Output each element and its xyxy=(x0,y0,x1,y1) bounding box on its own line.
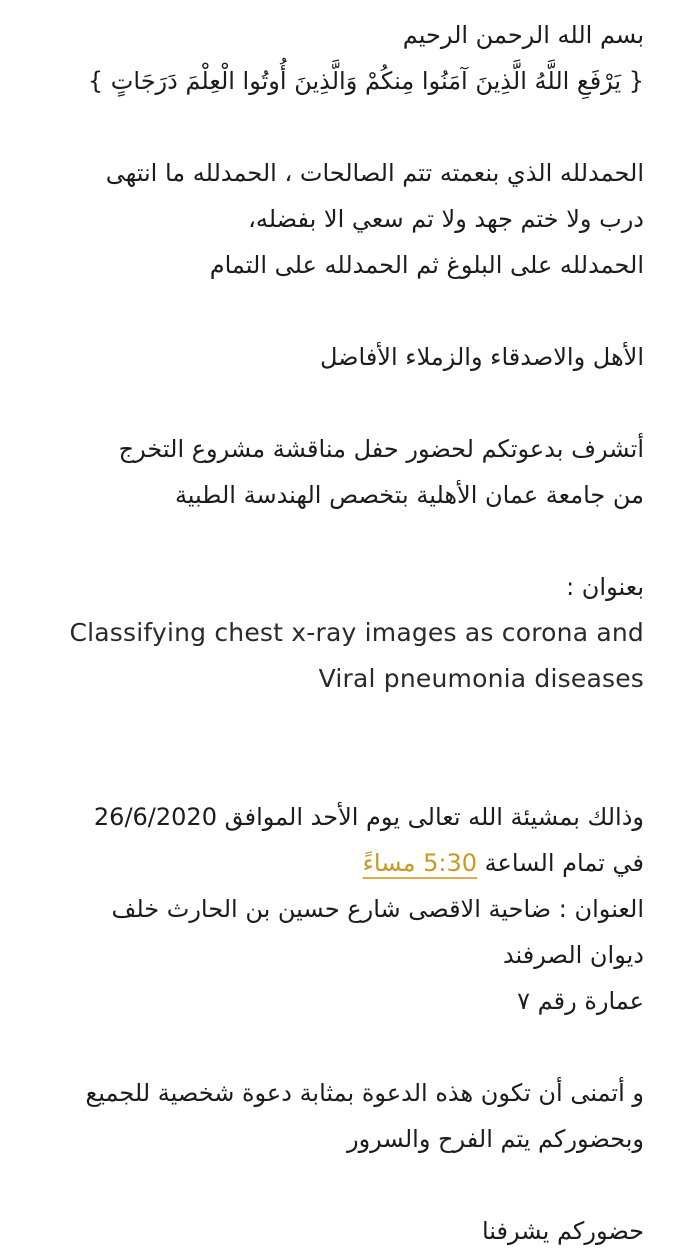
blank-line xyxy=(40,1024,644,1070)
invite-line-2: من جامعة عمان الأهلية بتخصص الهندسة الطبية xyxy=(174,481,644,509)
invite-line-1: أتشرف بدعوتكم لحضور حفل مناقشة مشروع التخرج xyxy=(118,435,644,463)
closing-line-2: وبحضوركم يتم الفرح والسرور xyxy=(347,1125,644,1153)
address-line-1: العنوان : ضاحية الاقصى شارع حسين بن الحارث خلف xyxy=(111,895,644,923)
praise-line-3: الحمدلله على البلوغ ثم الحمدلله على التمام xyxy=(209,251,644,279)
blank-line xyxy=(40,1162,644,1208)
date-line: وذالك بمشيئة الله تعالى يوم الأحد الموافق 26/6/2020 xyxy=(93,803,644,831)
title-label: بعنوان : xyxy=(566,573,644,601)
note-body[interactable] xyxy=(40,12,644,1254)
signoff-line: حضوركم يشرفنا xyxy=(481,1217,644,1245)
praise-line-2: درب ولا ختم جهد ولا تم سعي الا بفضله، xyxy=(248,205,644,233)
closing-line-1: و أتمنى أن تكون هذه الدعوة بمثابة دعوة شخصية للجميع xyxy=(85,1079,644,1107)
time-prefix: في تمام الساعة xyxy=(484,849,644,877)
address-line-3: عمارة رقم ٧ xyxy=(517,987,644,1015)
verse-line: { يَرْفَعِ اللَّهُ الَّذِينَ آمَنُوا مِنكُمْ وَالَّذِينَ أُوتُوا الْعِلْمَ دَرَجَاتٍ } xyxy=(87,67,644,95)
project-title-line-1: Classifying chest x-ray images as corona and xyxy=(69,618,644,647)
praise-line-1: الحمدلله الذي بنعمته تتم الصالحات ، الحمدلله ما انتهى xyxy=(105,159,644,187)
time-line xyxy=(40,840,644,886)
blank-line xyxy=(40,518,644,564)
address-line-2: ديوان الصرفند xyxy=(502,941,644,969)
project-title-line-2: Viral pneumonia diseases xyxy=(318,664,644,693)
basmala-line: بسم الله الرحمن الرحيم xyxy=(402,21,644,49)
time-link[interactable]: 5:30 مساءً xyxy=(362,849,477,877)
greeting-line: الأهل والاصدقاء والزملاء الأفاضل xyxy=(319,343,644,371)
blank-line xyxy=(40,288,644,334)
blank-line xyxy=(40,380,644,426)
blank-line xyxy=(40,702,644,794)
blank-line xyxy=(40,104,644,150)
